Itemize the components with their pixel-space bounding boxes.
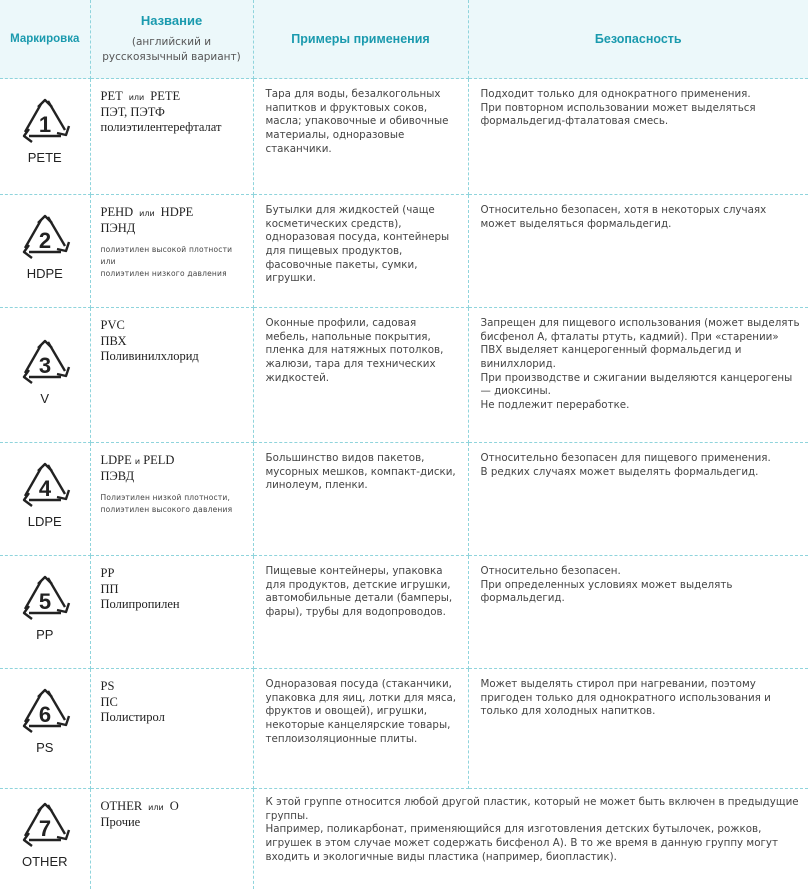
safety-line: Не подлежит переработке. xyxy=(481,399,801,413)
recycle-triangle-icon xyxy=(15,334,75,390)
name-cell xyxy=(90,79,253,195)
name-cell xyxy=(90,195,253,308)
safety-line: Относительно безопасен. xyxy=(481,565,801,579)
safety-line: Относительно безопасен для пищевого применения. xyxy=(481,452,801,466)
marking-cell xyxy=(0,669,90,789)
safety-line: Запрещен для пищевого использования (может выделять бисфенол А, фталаты ртуть, кадмий). При «старении» ПВХ выделяет канцерогенный формальдегид и винилхлорид. xyxy=(481,317,801,372)
name-ru: ПВХ xyxy=(101,334,245,350)
safety-cell xyxy=(468,195,808,308)
table-row xyxy=(0,443,808,556)
name-or: или xyxy=(139,209,155,218)
marking-cell xyxy=(0,789,90,889)
recycle-triangle-icon xyxy=(15,570,75,626)
description-line: К этой группе относится любой другой пластик, который не может быть включен в предыдущие группы. xyxy=(266,796,801,823)
examples-cell: Бутылки для жидкостей (чаще косметических средств), одноразовая посуда, контейнеры для пищевых продуктов, фасовочные пакеты, сумки, игрушки. xyxy=(253,195,468,308)
name-full: Полипропилен xyxy=(101,597,245,613)
safety-cell xyxy=(468,556,808,669)
name-description: полиэтилен высокой плотности xyxy=(101,244,245,256)
name-en-alt: PETE xyxy=(150,89,180,103)
resin-code: V xyxy=(0,391,90,406)
header-safety: Безопасность xyxy=(468,0,808,79)
safety-cell xyxy=(468,669,808,789)
marking-cell xyxy=(0,443,90,556)
table-row xyxy=(0,308,808,443)
name-description: или xyxy=(101,256,245,268)
resin-number: 1 xyxy=(39,112,51,137)
name-and: и xyxy=(135,457,140,466)
name-cell xyxy=(90,308,253,443)
safety-line: Подходит только для однократного применения. xyxy=(481,88,801,102)
marking-cell xyxy=(0,79,90,195)
table-row xyxy=(0,789,808,889)
resin-code: LDPE xyxy=(0,514,90,529)
safety-cell xyxy=(468,308,808,443)
resin-code: PP xyxy=(0,627,90,642)
table-row xyxy=(0,556,808,669)
resin-number: 7 xyxy=(39,816,51,841)
safety-cell xyxy=(468,79,808,195)
resin-number: 5 xyxy=(39,589,51,614)
table-row xyxy=(0,195,808,308)
name-en: PP xyxy=(101,566,245,582)
recycle-triangle-icon xyxy=(15,209,75,265)
safety-line: При производстве и сжигании выделяются канцерогены — диоксины. xyxy=(481,372,801,399)
examples-cell: Оконные профили, садовая мебель, напольные покрытия, пленка для натяжных потолков, жалюзи, тара для технических жидкостей. xyxy=(253,308,468,443)
name-ru: ПС xyxy=(101,695,245,711)
name-en: PEHD xyxy=(101,205,134,219)
name-ru: ПЭНД xyxy=(101,221,245,237)
name-en: LDPE xyxy=(101,453,132,467)
name-description: Полиэтилен низкой плотности, xyxy=(101,492,245,504)
name-en-alt: HDPE xyxy=(161,205,194,219)
header-name-subtitle: (английский и русскоязычный вариант) xyxy=(91,35,253,65)
name-cell xyxy=(90,789,253,889)
resin-number: 2 xyxy=(39,228,51,253)
name-en-alt: O xyxy=(170,799,179,813)
name-or: или xyxy=(129,93,145,102)
table-row xyxy=(0,669,808,789)
name-ru: ПЭТ, ПЭТФ xyxy=(101,105,245,121)
name-description: полиэтилен низкого давления xyxy=(101,268,245,280)
name-full: Полистирол xyxy=(101,710,245,726)
header-name-title: Название xyxy=(141,13,202,28)
header-name xyxy=(90,0,253,79)
resin-code: PETE xyxy=(0,150,90,165)
safety-cell xyxy=(468,443,808,556)
marking-cell xyxy=(0,308,90,443)
marking-cell xyxy=(0,195,90,308)
table-row xyxy=(0,79,808,195)
recycle-triangle-icon xyxy=(15,683,75,739)
name-en: PET xyxy=(101,89,123,103)
name-full: Поливинилхлорид xyxy=(101,349,245,365)
safety-line: При определенных условиях может выделять формальдегид. xyxy=(481,579,801,606)
name-cell xyxy=(90,443,253,556)
name-cell xyxy=(90,556,253,669)
examples-cell: Одноразовая посуда (стаканчики, упаковка для яиц, лотки для мяса, фруктов и овощей), игрушки, некоторые канцелярские товары, теплоизоляционные плиты. xyxy=(253,669,468,789)
description-line: Например, поликарбонат, применяющийся для изготовления детских бутылочек, рожков, игрушек в этом случае может содержать бисфенол А). В то же время в данную группу могут входить и экологичные виды пластика (например, биопластик). xyxy=(266,823,801,864)
safety-line: При повторном использовании может выделяться формальдегид-фталатовая смесь. xyxy=(481,102,801,129)
name-or: или xyxy=(148,803,164,812)
recycle-triangle-icon xyxy=(15,457,75,513)
name-en-alt: PELD xyxy=(143,453,174,467)
examples-cell: Пищевые контейнеры, упаковка для продуктов, детские игрушки, автомобильные детали (бамперы, фары), трубы для водопроводов. xyxy=(253,556,468,669)
name-ru: ПЭВД xyxy=(101,469,245,485)
examples-cell: Большинство видов пакетов, мусорных мешков, компакт-диски, линолеум, пленки. xyxy=(253,443,468,556)
name-ru: Прочие xyxy=(101,815,245,831)
resin-code: HDPE xyxy=(0,266,90,281)
resin-number: 6 xyxy=(39,702,51,727)
header-marking: Маркировка xyxy=(0,0,90,79)
resin-code: OTHER xyxy=(0,854,90,869)
name-full: полиэтилентерефталат xyxy=(101,120,245,136)
safety-line: Относительно безопасен, хотя в некоторых случаях может выделяться формальдегид. xyxy=(481,204,801,231)
name-en: PS xyxy=(101,679,245,695)
examples-cell: Тара для воды, безалкогольных напитков и фруктовых соков, масла; упаковочные и обивочные материалы, одноразовые стаканчики. xyxy=(253,79,468,195)
name-cell xyxy=(90,669,253,789)
table-header xyxy=(0,0,808,79)
recycle-triangle-icon xyxy=(15,797,75,853)
name-en: OTHER xyxy=(101,799,143,813)
safety-line: Может выделять стирол при нагревании, поэтому пригоден только для однократного использования и только для холодных напитков. xyxy=(481,678,801,719)
recycle-triangle-icon xyxy=(15,93,75,149)
resin-number: 3 xyxy=(39,353,51,378)
name-en: PVC xyxy=(101,318,245,334)
safety-line: В редких случаях может выделять формальдегид. xyxy=(481,466,801,480)
resin-number: 4 xyxy=(39,476,52,501)
marking-cell xyxy=(0,556,90,669)
description-cell xyxy=(253,789,808,889)
resin-code: PS xyxy=(0,740,90,755)
name-ru: ПП xyxy=(101,582,245,598)
header-examples: Примеры применения xyxy=(253,0,468,79)
name-description: полиэтилен высокого давления xyxy=(101,504,245,516)
